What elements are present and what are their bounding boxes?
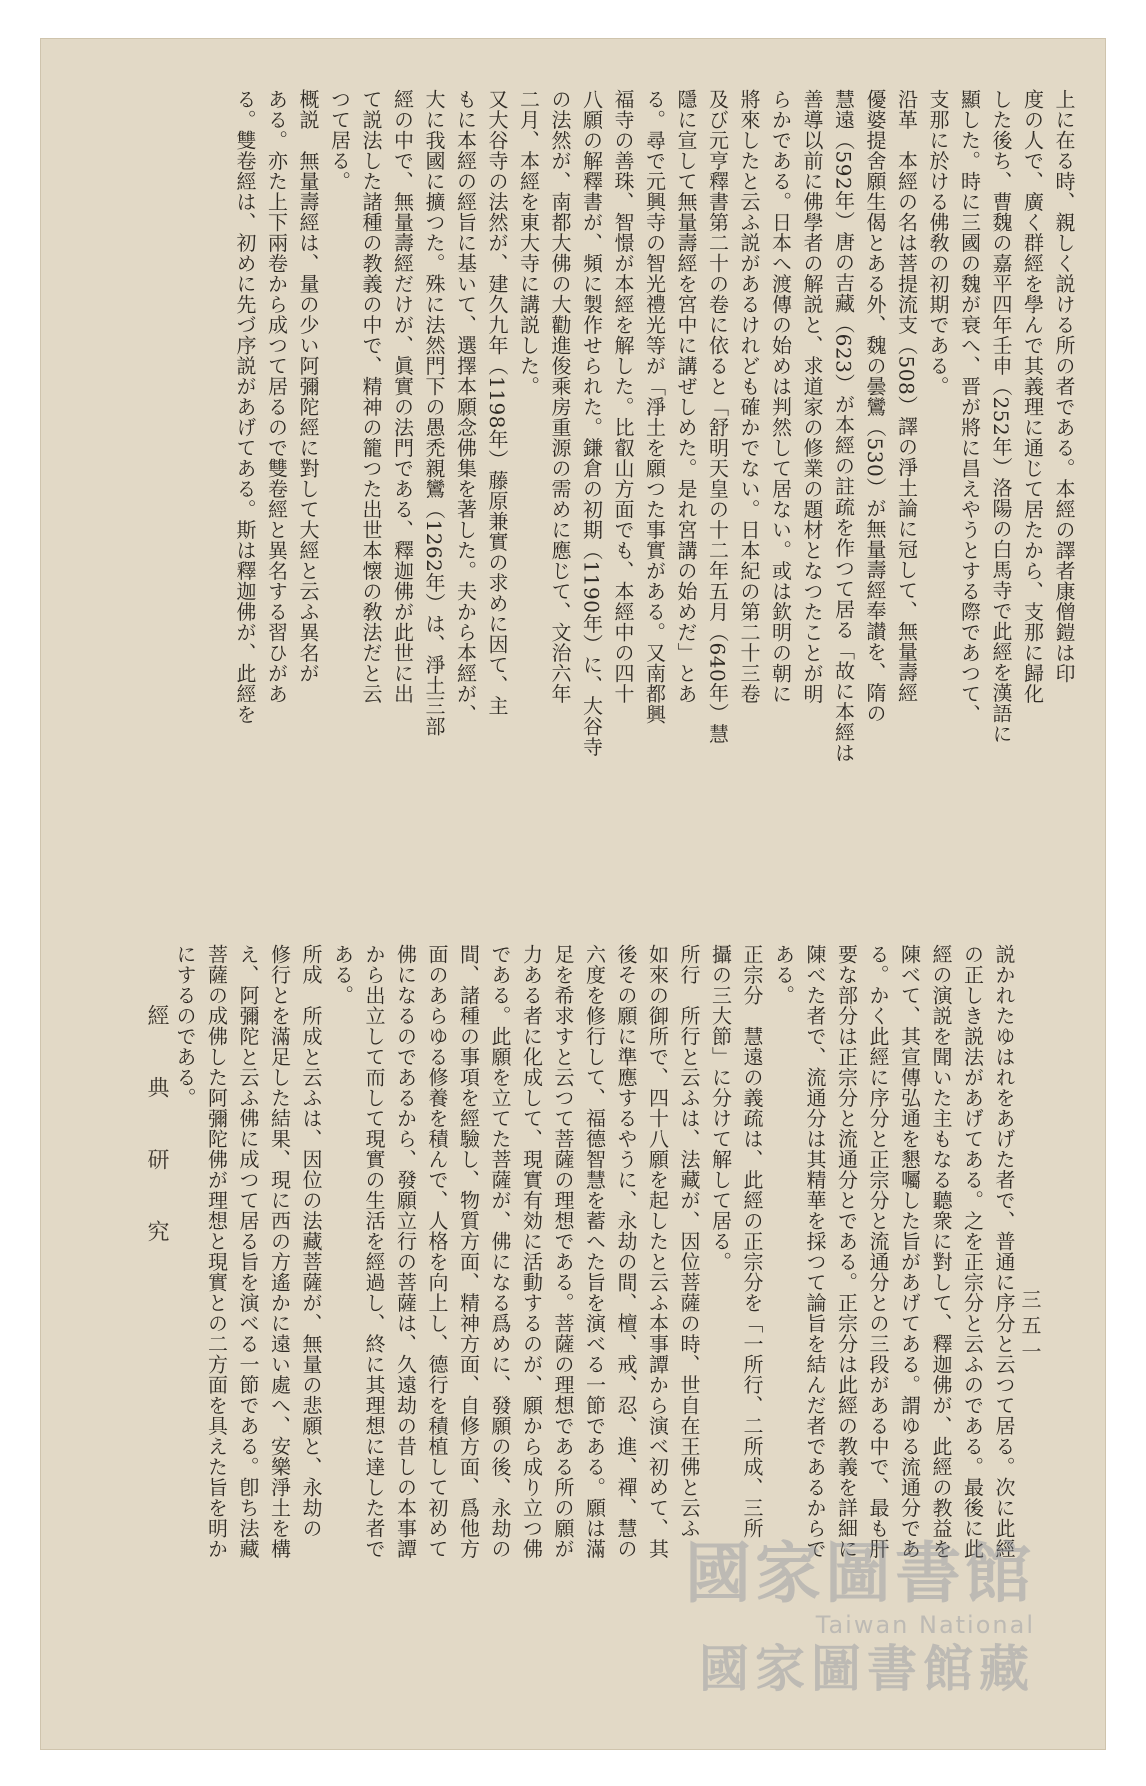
text-column: る。雙卷經は、初めに先づ序説があげてある。斯は釋迦佛が、此經を [233, 89, 257, 725]
text-column: 沿革 本經の名は菩提流支（508）譯の淨土論に冠して、無量壽經 [894, 89, 919, 703]
text-column: 度の人で、廣く群經を學んで其義理に通じて居たから、支那に歸化 [1020, 89, 1045, 704]
text-column: つて居る。 [327, 89, 352, 192]
text-column: にするのである。 [173, 944, 197, 1108]
text-column: 要な部分は正宗分と流通分とである。正宗分は此經の教義を詳細に [834, 944, 859, 1559]
text-column: 後その願に準應するやうに、永劫の間、檀、戒、忍、進、禪、慧の [614, 944, 638, 1559]
text-column: した後ち、曹魏の嘉平四年壬申（252年）洛陽の白馬寺で此經を漢語に [989, 89, 1013, 744]
text-column: 菩薩の成佛した阿彌陀佛が理想と現實との二方面を具えた旨を明か [204, 944, 229, 1559]
watermark-main: 國家圖書館 [685, 1535, 1035, 1613]
text-column: 慧遠（592年）唐の吉藏（623）が本經の註疏を作つて居る「故に本經は [831, 89, 856, 763]
text-column: 間、諸種の事項を經驗し、物質方面、精神方面、自修方面、爲他方 [456, 944, 481, 1559]
text-column: 福寺の善珠、智憬が本經を解した。比叡山方面でも、本經中の四十 [611, 89, 635, 704]
text-column: 優婆提舍願生偈とある外、魏の曇鸞（530）が無量壽經奉讃を、隋の [863, 89, 887, 724]
text-column: 二月、本經を東大寺に講説した。 [516, 89, 541, 397]
running-title: 經 典 研 究 [144, 1004, 169, 1256]
text-column: る。かく此經に序分と正宗分と流通分との三段がある中で、最も肝 [866, 944, 890, 1559]
text-column: 顯した。時に三國の魏が衰へ、晋が將に昌えやうとする際であつて、 [957, 89, 982, 725]
text-column: から出立して而して現實の生活を經過し、終に其理想に達した者で [362, 944, 386, 1559]
text-column: 大に我國に擴つた。殊に法然門下の愚禿親鸞（1262年）は、淨土三部 [422, 89, 446, 737]
text-column: 經の中で、無量壽經だけが、眞實の法門である、釋迦佛が此世に出 [390, 89, 415, 704]
text-column: 經の演説を聞いた主もなる聽衆に對して、釋迦佛が、此經の教益を [929, 944, 953, 1559]
text-column: 所成 所成と云ふは、因位の法藏菩薩が、無量の悲願と、永劫の [299, 944, 323, 1539]
text-column: 隱に宣して無量壽經を宮中に講ぜしめた。是れ宮講の始めだ」とあ [674, 89, 698, 704]
watermark-english: Taiwan National [815, 1611, 1035, 1639]
upper-text-block [229, 89, 1080, 879]
text-column: 佛になるのであるから、發願立行の菩薩は、久遠劫の昔しの本事譚 [393, 944, 418, 1559]
text-column: の法然が、南都大佛の大勸進俊乘房重源の需めに應じて、文治六年 [548, 89, 572, 704]
text-column: て説法した諸種の教義の中で、精神の籠つた出世本懐の敎法だと云 [359, 89, 383, 704]
text-column: え、阿彌陀と云ふ佛に成つて居る旨を演べる一節である。卽ち法藏 [236, 944, 260, 1559]
text-column: 八願の解釋書が、頻に製作せられた。鎌倉の初期（1190年）に、大谷寺 [579, 89, 604, 757]
text-column: 如來の御所で、四十八願を起したと云ふ本事譚から演べ初めて、其 [645, 944, 670, 1559]
text-column: 將來したと云ふ説があるけれども確かでない。日本紀の第二十三卷 [737, 89, 761, 704]
text-column: らかである。日本へ渡傳の始めは判然して居ない。或は欽明の朝に [768, 89, 793, 704]
text-column: 六度を修行して、福德智慧を蓄へた旨を演べる一節である。願は滿 [582, 944, 607, 1559]
text-column: 又大谷寺の法然が、建久九年（1198年）藤原兼實の求めに因て、主 [485, 89, 509, 716]
text-column: もに本經の經旨に基いて、選擇本願念佛集を著した。夫から本經が、 [453, 89, 478, 725]
watermark-sub: 國家圖書館藏 [699, 1640, 1035, 1698]
text-column: ある。亦た上下兩卷から成つて居るので雙卷經と異名する習ひがあ [264, 89, 289, 704]
library-watermark [475, 1535, 1035, 1699]
text-column: 概説 無量壽經は、量の少い阿彌陀經に對して大經と云ふ異名が [296, 89, 320, 684]
text-column: 力ある者に化成して、現實有効に活動するのが、願から成り立つ佛 [519, 944, 544, 1559]
text-column: 説かれたゆはれをあげた者で、普通に序分と云つて居る。次に此經 [992, 944, 1016, 1559]
text-column: 陳べた者で、流通分は其精華を採つて論旨を結んだ者であるからで [803, 944, 827, 1559]
text-column: 所行 所行と云ふは、法藏が、因位菩薩の時、世自在王佛と云ふ [677, 944, 701, 1539]
text-column: 正宗分 慧遠の義疏は、此經の正宗分を「一所行、二所成、三所 [740, 944, 764, 1539]
text-column: ある。 [771, 944, 796, 1006]
text-column: の正しき説法があげてある。之を正宗分と云ふのである。最後に此 [960, 944, 985, 1559]
text-column: る。尋で元興寺の智光禮光等が「淨土を願つた事實がある。又南都興 [642, 89, 667, 725]
text-column: 陳べて、其宣傳弘通を懇囑した旨があげてある。謂ゆる流通分であ [897, 944, 922, 1559]
page-number: 三五一 [1018, 1289, 1042, 1367]
text-column: 面のあらゆる修養を積んで、人格を向上し、德行を積植して初めて [425, 944, 449, 1559]
text-column: 及び元亨釋書第二十の卷に依ると「舒明天皇の十二年五月（640年）慧 [705, 89, 730, 744]
text-column: 上に在る時、親しく説ける所の者である。本經の譯者康僧鎧は印 [1052, 89, 1076, 684]
text-column: ある。 [330, 944, 355, 1006]
text-column: 攝の三大節」に分けて解して居る。 [708, 944, 733, 1272]
text-column: 支那に於ける佛敎の初期である。 [926, 89, 950, 397]
book-page [40, 38, 1106, 1750]
text-column: 足を希求すと云つて菩薩の理想である。菩薩の理想である所の願が [551, 944, 575, 1559]
text-column: である。此願を立てた菩薩が、佛になる爲めに、發願の後、永劫の [488, 944, 512, 1559]
text-column: 修行とを滿足した結果、現に西の方遙かに遠い處へ、安樂淨土を構 [267, 944, 292, 1559]
text-column: 善導以前に佛學者の解説と、求道家の修業の題材となつたことが明 [800, 89, 824, 704]
